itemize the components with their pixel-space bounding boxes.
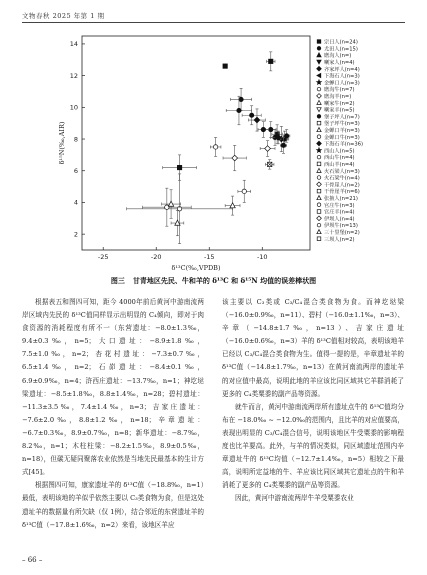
- legend-marker: [317, 128, 321, 132]
- plot-frame: [82, 36, 310, 250]
- legend-label: 伊坝人(n=4): [324, 216, 355, 223]
- legend-marker: [317, 121, 321, 125]
- header-rule: [22, 22, 405, 23]
- legend-marker: [317, 155, 321, 159]
- y-tick-label: 6: [73, 167, 78, 176]
- legend-marker: [317, 237, 321, 241]
- legend-label: 三坝人(n=2): [324, 236, 355, 243]
- legend-marker: [317, 66, 322, 71]
- legend-label: 下海石羊(n=36): [324, 141, 364, 148]
- data-point: [177, 165, 181, 169]
- figure-3: [44, 30, 420, 272]
- legend-marker: [317, 115, 321, 119]
- data-point: [269, 59, 273, 63]
- legend-label: 磨沟人(n=): [324, 53, 352, 60]
- legend-label: 官庄牛(n=3): [324, 202, 355, 209]
- paragraph: 就牛而言，黄河中游南流两岸所有遗址点牛的 δ¹³C值均分布在 −18.0‰ ~ −12.0‰的范围内，且比羊的对应值要高，表现出明显的 C₃/C₄混合信号，说明该地区牛受粟黍的影响程度也比羊要高。此外，与羊的情况类似，同区域遗址范围内辛章遗址牛的 δ¹³C均值（−12.7±1.4‰，n=5）相较之下最高，说明所定益地的牛、羊应该比同区域其它遗址点的牛和羊消耗了更多的 C₄类粟黍的副产品等资源。: [222, 402, 405, 490]
- data-point: [213, 145, 217, 149]
- legend-label: 磨沟羊(n=): [324, 94, 352, 100]
- legend-label: 宗日人(n=24): [324, 39, 358, 46]
- x-tick-label: -25: [97, 253, 109, 261]
- legend-marker: [317, 60, 321, 64]
- y-tick-label: 14: [69, 40, 78, 49]
- legend-marker: [317, 189, 321, 193]
- data-point: [254, 117, 260, 123]
- data-point: [239, 97, 243, 101]
- legend-label: 张掖人(n=21): [324, 196, 358, 202]
- legend-marker: [317, 53, 321, 57]
- data-point: [223, 64, 227, 68]
- x-axis-label: δ¹³C(‰,VPDB): [171, 264, 221, 272]
- legend-marker: [317, 162, 321, 166]
- legend-label: 尤田人(n=15): [324, 46, 358, 53]
- legend-marker: [317, 216, 322, 221]
- legend-label: 喇家羊(n=5): [324, 107, 355, 114]
- data-point: [284, 134, 288, 138]
- legend-label: 伊坝牛(n=13): [324, 223, 358, 230]
- legend-marker: [317, 168, 321, 172]
- figure-caption-text: 甘青地区先民、牛和羊的 δ¹³C 和 δ¹⁵N 均值的误差棒状图: [132, 276, 317, 285]
- data-point: [269, 127, 273, 131]
- legend-marker: [317, 100, 321, 104]
- paragraph: 因此，黄河中游南流两岸牛羊受粟黍农业: [235, 494, 354, 503]
- body-right-column: [222, 296, 404, 506]
- legend-marker: [317, 196, 321, 200]
- legend-label: 西山牛(n=4): [324, 155, 355, 162]
- chart-svg: [44, 30, 420, 272]
- data-point: [249, 113, 253, 117]
- x-tick-label: -10: [256, 253, 268, 261]
- legend-label: 官庄羊(n=4): [324, 209, 355, 216]
- legend-label: 干骨崖人(n=2): [324, 182, 360, 189]
- legend-marker: [317, 223, 321, 227]
- legend-label: 下海石人(n=3): [324, 73, 360, 80]
- legend-label: 喇家牛(n=2): [324, 100, 355, 107]
- data-point: [232, 155, 238, 161]
- legend-marker: [317, 94, 322, 99]
- y-tick-label: 10: [69, 103, 78, 112]
- legend-label: 三十里堡(n=2): [324, 230, 360, 236]
- legend-marker: [317, 141, 322, 146]
- paragraph: 根据图四可知，康家遗址羊的 δ¹³C值（−18.8‰，n=1）最低，表明该地的羊似乎依然主要以 C₃类食物为食，但是这处遗址羊的数据量有所欠缺（仅 1例），结合邻近的东营遗址羊的 δ¹³C值（−17.8±1.6‰，n=2）来看，该地区羊应: [22, 481, 204, 529]
- legend-label: 齐家坪人(n=4): [324, 66, 360, 73]
- page-number: – 66 –: [22, 556, 43, 564]
- data-point: [237, 108, 241, 112]
- legend-marker: [317, 176, 321, 180]
- legend-label: 堡子坪人(n=7): [324, 114, 360, 121]
- legend-label: 西山人(n=5): [324, 148, 355, 155]
- legend-label: 干骨崖羊(n=6): [324, 189, 360, 196]
- legend-marker: [317, 210, 321, 214]
- legend-label: 金蝉口牛(n=3): [324, 134, 360, 141]
- legend-marker: [317, 135, 321, 139]
- y-axis-label: δ¹⁵N(‰,AIR): [58, 121, 66, 165]
- legend-label: 西山羊(n=4): [324, 162, 355, 168]
- legend-marker: [317, 73, 321, 77]
- legend-marker: [317, 87, 321, 91]
- data-point: [281, 143, 285, 147]
- scatter-chart: [44, 30, 420, 272]
- legend-marker: [317, 40, 321, 44]
- legend-label: 火石梁牛(n=4): [324, 175, 360, 182]
- paragraph: 该主要以 C₃类或 C₃/C₄混合类食物为食。而神圪垯梁（−16.0±0.9‰，n=11）、碧村（−16.0±1.1‰，n=3）、辛章（−14.8±1.7‰，n=13）、吉家庄遗址（−16.0±0.6‰，n=3）羊的 δ¹³C值相对较高，表明该地羊已经以 C₃/C₄混合类食物为生。值得一提的是，辛章遗址羊的 δ¹³C值（−14.8±1.7‰，n=13）在黄河南流两岸的遗址羊的对应值中最高，说明此地的羊应该比同区域其它羊群消耗了更多的 C₄类粟黍的副产品等资源。: [222, 298, 404, 398]
- data-point: [261, 127, 265, 131]
- running-head: 文物春秋 2025 年第 1 期: [22, 12, 105, 20]
- legend-label: 磨沟牛(n=7): [324, 87, 355, 94]
- figure-caption-label: 图三: [110, 276, 125, 285]
- legend-marker: [317, 47, 321, 51]
- legend-label: 金蝉口羊(n=3): [324, 128, 360, 134]
- data-point: [168, 201, 173, 206]
- x-tick-label: -20: [150, 253, 162, 261]
- x-tick-label: -15: [203, 253, 215, 261]
- y-tick-label: 4: [73, 198, 78, 207]
- y-tick-label: 2: [73, 230, 78, 239]
- body-left-column: [22, 296, 204, 532]
- legend-label: 堡子坪牛(n=3): [324, 121, 360, 128]
- data-point: [230, 203, 235, 208]
- data-point: [242, 189, 246, 193]
- y-tick-label: 12: [69, 71, 78, 80]
- legend-marker: [317, 230, 321, 234]
- legend-label: 喇家人(n=4): [324, 60, 355, 66]
- legend-label: 金蝉口人(n=3): [324, 80, 360, 87]
- paragraph: 根据表五和图四可知，距今 4000年前后黄河中游南流两岸区域内先民的 δ¹³C值同样显示出明显的 C₄倾向，即对于肉食资源的消耗程度有所不一（东营遗址：−8.0±1.3‰，9.4±0.3‰，n=5；大口遗址：−8.9±1.8‰，7.5±1.0‰，n=2；杏花村遗址：−7.3±0.7‰，6.5±1.4‰，n=2；石峁遗址：−8.4±0.1‰，6.9±0.9‰，n=4；浒西庄遗址：−13.7‰，n=1；神圪垯梁遗址：−8.5±1.8‰，8.8±1.4‰，n=28；碧村遗址：−11.3±3.5‰，7.4±1.4‰，n=3；吉家庄遗址：−7.6±2.0‰，8.8±1.2‰，n=18；辛章遗址：−6.7±0.3‰，8.9±0.7‰，n=8；新华遗址：−8.7‰，8.2‰，n=1；木柱柱梁：−8.2±1.5‰，8.9±0.5‰，n=18），但碳无疑同聚落农业依然是当地先民最基本的生计方式[45]。: [22, 298, 204, 477]
- legend-marker: [317, 203, 321, 207]
- legend-label: 火石梁人(n=3): [324, 168, 360, 175]
- legend-marker: [317, 80, 322, 85]
- legend-marker: [317, 182, 322, 187]
- y-tick-label: 8: [73, 135, 78, 144]
- legend-marker: [317, 108, 321, 112]
- legend-marker: [317, 148, 322, 153]
- data-point: [265, 146, 271, 152]
- figure-caption: [0, 276, 427, 286]
